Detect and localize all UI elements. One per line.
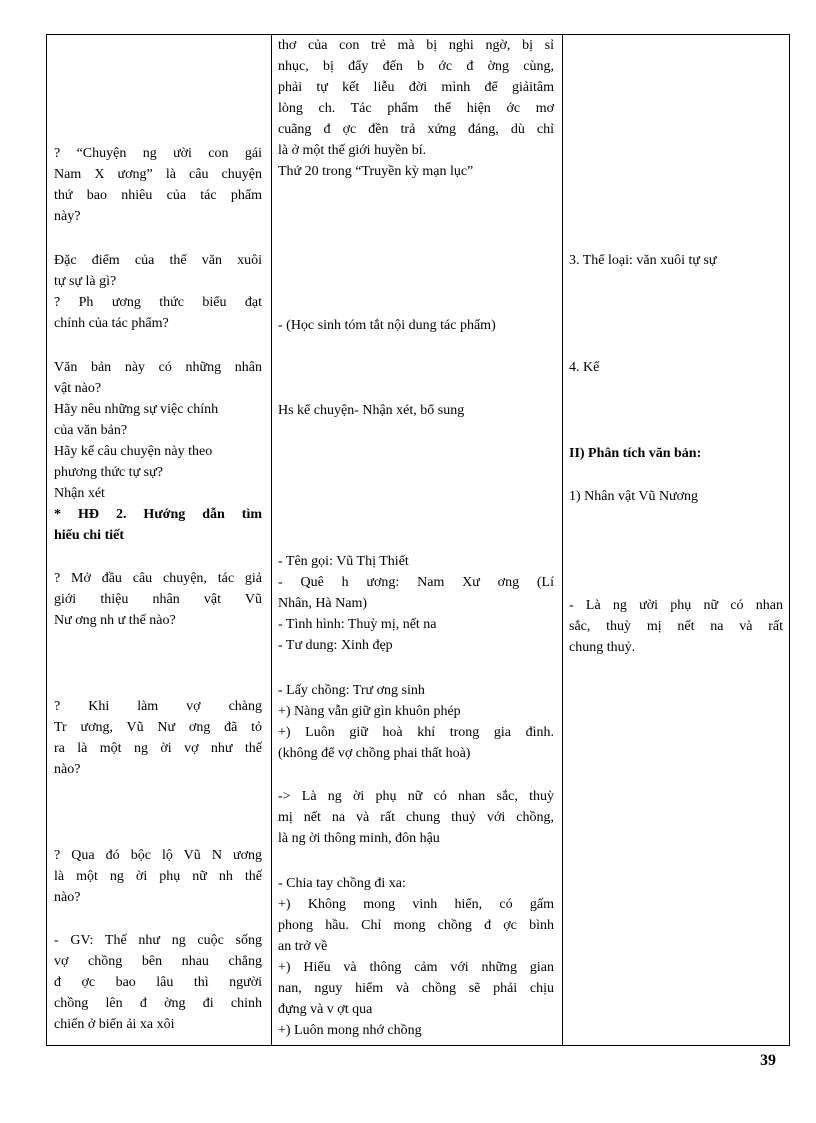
text-line: tự sự là gì? xyxy=(54,274,117,289)
text-line: - GV: Thế như ng cuộc sống xyxy=(54,933,262,948)
text-line: là ở một thế giới huyền bí. xyxy=(278,143,427,158)
text-line: Hãy nêu những sự việc chính xyxy=(54,402,219,417)
text-line: Nhận xét xyxy=(54,486,105,501)
table-row xyxy=(47,35,790,1046)
questions-column xyxy=(47,35,272,1046)
text-line: +) Không mong vinh hiển, có gấm xyxy=(278,897,554,912)
text-line: - Lấy chồng: Trư ơng sinh xyxy=(278,683,425,698)
text-line: 3. Thể loại: văn xuôi tự sự xyxy=(569,253,717,268)
text-line: chung thuỷ. xyxy=(569,640,636,655)
text-line: Văn bản này có những nhân xyxy=(54,360,262,375)
text-line: - Là ng ười phụ nữ có nhan xyxy=(569,598,783,613)
text-line: thơ của con trẻ mà bị nghi ngờ, bị sỉ xyxy=(278,38,554,53)
text-line: Hãy kể câu chuyện này theo xyxy=(54,444,213,459)
text-line: ? “Chuyện ng ười con gái xyxy=(54,146,262,161)
text-line: 4. Kể xyxy=(569,360,600,375)
text-line: Nư ơng nh ư thế nào? xyxy=(54,613,176,628)
text-line: Tr ương, Vũ Nư ơng đã tỏ xyxy=(54,720,262,735)
text-line: nan, nguy hiểm và chồng sẽ phải chịu xyxy=(278,981,554,996)
text-line: phong hầu. Chỉ mong chồng đ ợc bình xyxy=(278,918,554,933)
text-line: cuãng đ ợc đền trả xứng đáng, dù chỉ xyxy=(278,122,554,137)
activities-column xyxy=(272,35,563,1046)
content-column xyxy=(563,35,790,1046)
text-line: (không để vợ chồng phai thất hoà) xyxy=(278,746,471,761)
text-line: - Tên gọi: Vũ Thị Thiết xyxy=(278,554,409,569)
section-heading: II) Phân tích văn bản: xyxy=(569,446,702,461)
text-line: +) Luôn giữ hoà khí trong gia đình. xyxy=(278,725,554,740)
text-line: vợ chồng bên nhau chẳng xyxy=(54,954,262,969)
text-line: của văn bản? xyxy=(54,423,128,438)
section-heading: * HĐ 2. Hướng dẫn tìm xyxy=(54,507,262,522)
lesson-table xyxy=(46,34,790,1046)
text-line: +) Luôn mong nhớ chồng xyxy=(278,1023,422,1038)
page-number: 39 xyxy=(760,1052,776,1069)
text-line: - Tình hình: Thuỳ mị, nết na xyxy=(278,617,437,632)
text-line: - Quê h ương: Nam Xư ơng (Lí xyxy=(278,575,554,590)
text-line: 1) Nhân vật Vũ Nương xyxy=(569,489,699,504)
text-line: này? xyxy=(54,209,81,224)
text-line: giới thiệu nhân vật Vũ xyxy=(54,592,262,607)
text-line: - (Học sinh tóm tắt nội dung tác phẩm) xyxy=(278,318,496,333)
text-line: là ng ời thông minh, đôn hậu xyxy=(278,831,440,846)
text-line: Nam X ương” là câu chuyện xyxy=(54,167,262,182)
text-line: phải tự kết liễu đời mình để giảitâm xyxy=(278,80,554,95)
text-line: thứ bao nhiêu của tác phẩm xyxy=(54,188,262,203)
text-line: ? Qua đó bộc lộ Vũ N ương xyxy=(54,848,262,863)
text-line: Thứ 20 trong “Truyền kỳ mạn lục” xyxy=(278,164,474,179)
text-line: mị nết na và rất chung thuỷ với chồng, xyxy=(278,810,554,825)
text-line: chính của tác phẩm? xyxy=(54,316,169,331)
section-heading: hiểu chi tiết xyxy=(54,528,124,543)
text-line: đựng và v ợt qua xyxy=(278,1002,373,1017)
text-line: an trở về xyxy=(278,939,328,954)
text-line: +) Hiểu và thông cảm với những gian xyxy=(278,960,554,975)
text-line: ? Mở đầu câu chuyện, tác giả xyxy=(54,571,262,586)
text-line: lòng ch. Tác phẩm thể hiện ớc mơ xyxy=(278,101,554,116)
text-line: chồng lên đ ờng đi chinh xyxy=(54,996,262,1011)
text-line: nào? xyxy=(54,890,81,905)
text-line: Hs kể chuyện- Nhận xét, bổ sung xyxy=(278,403,465,418)
text-line: nào? xyxy=(54,762,81,777)
text-line: - Chia tay chồng đi xa: xyxy=(278,876,406,891)
text-line: - Tư dung: Xinh đẹp xyxy=(278,638,393,653)
text-line: là một ng ời phụ nữ nh thế xyxy=(54,869,262,884)
text-line: chiến ở biển ải xa xôi xyxy=(54,1017,175,1032)
text-line: Đặc điểm của thể văn xuôi xyxy=(54,253,262,268)
text-line: +) Nàng vẫn giữ gìn khuôn phép xyxy=(278,704,461,719)
text-line: sắc, thuỳ mị nết na và rất xyxy=(569,619,783,634)
text-line: -> Là ng ời phụ nữ có nhan sắc, thuỳ xyxy=(278,789,554,804)
text-line: phương thức tự sự? xyxy=(54,465,163,480)
text-line: vật nào? xyxy=(54,381,102,396)
text-line: ? Ph ương thức biểu đạt xyxy=(54,295,262,310)
text-line: ra là một ng ời vợ như thế xyxy=(54,741,262,756)
text-line: đ ợc bao lâu thì người xyxy=(54,975,262,990)
text-line: ? Khi làm vợ chàng xyxy=(54,699,262,714)
text-line: Nhân, Hà Nam) xyxy=(278,596,368,611)
text-line: nhục, bị đẩy đến b ớc đ ờng cùng, xyxy=(278,59,554,74)
